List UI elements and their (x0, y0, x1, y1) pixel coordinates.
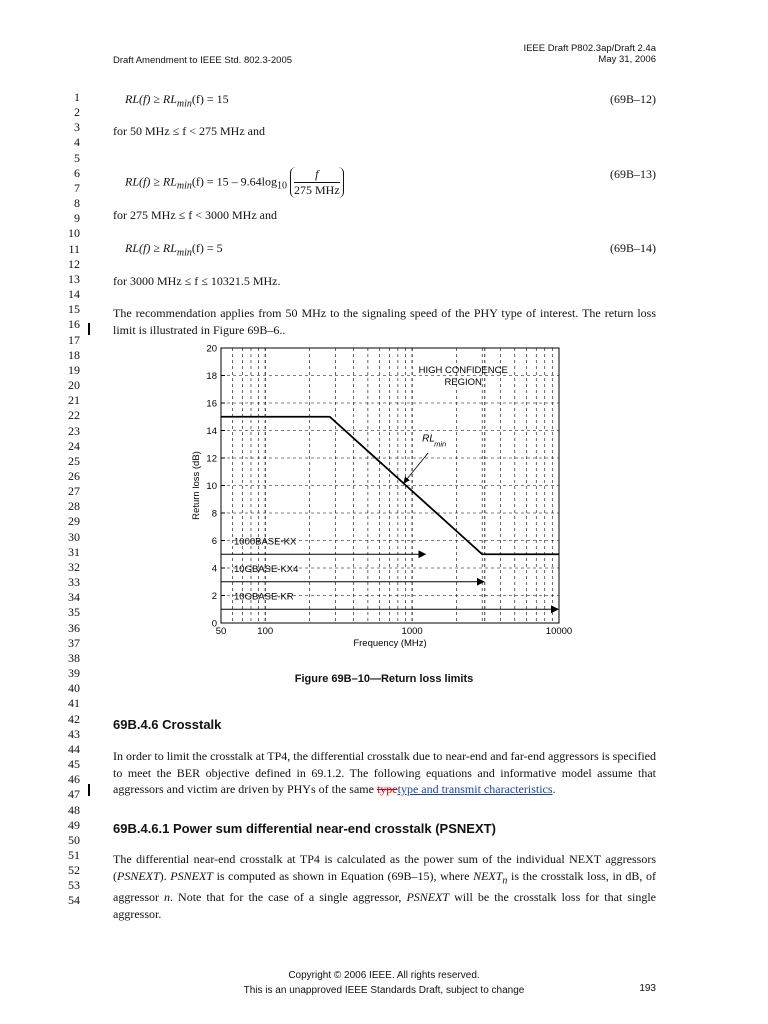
line-number: 19 (68, 362, 80, 377)
header-date: May 31, 2006 (598, 54, 656, 65)
line-number: 3 (74, 120, 80, 135)
x-tick-label: 100 (257, 626, 274, 637)
y-tick-label: 0 (211, 618, 217, 630)
return-loss-chart (180, 338, 580, 658)
line-number: 10 (68, 226, 80, 241)
phy-range-label: 1000BASE-KX (234, 536, 297, 548)
rlmin-label: RL (422, 433, 435, 445)
y-tick-label: 4 (211, 563, 217, 575)
y-tick-label: 14 (206, 426, 217, 437)
line-number: 18 (68, 347, 80, 362)
line-number: 20 (68, 378, 80, 393)
line-number: 37 (68, 635, 80, 650)
line-number: 45 (68, 757, 80, 772)
y-tick-label: 16 (206, 398, 217, 410)
line-number: 38 (68, 650, 80, 665)
deleted-text: type (376, 782, 398, 796)
region-label: REGION (444, 377, 482, 388)
x-tick-label: 1000 (401, 626, 423, 637)
y-axis-label: Return loss (dB) (191, 451, 202, 520)
line-number: 6 (74, 165, 80, 180)
subsection-heading: 69B.4.6.1 Power sum differential near-end crosstalk (PSNEXT) (113, 821, 496, 836)
line-number: 42 (68, 711, 80, 726)
phy-range-label: 10GBASE-KR (234, 591, 294, 603)
header-draft: IEEE Draft P802.3ap/Draft 2.4a (523, 43, 656, 54)
line-number: 43 (68, 726, 80, 741)
rlmin-label-sub: min (434, 439, 447, 449)
line-number: 35 (68, 605, 80, 620)
equation-number: (69B–13) (610, 167, 656, 181)
change-bar (88, 323, 90, 335)
line-number: 8 (74, 196, 80, 211)
equation-69b-12: $RL(f) \ge RL_{min}(f) = 15$ (125, 92, 229, 110)
line-number: 1 (74, 90, 80, 104)
line-number: 14 (68, 287, 80, 302)
line-number: 52 (68, 863, 80, 878)
line-number: 41 (68, 696, 80, 711)
condition-text: for 3000 MHz ≤ f ≤ 10321.5 MHz. (113, 274, 281, 288)
x-axis-label: Frequency (MHz) (353, 638, 427, 649)
line-number: 30 (68, 529, 80, 544)
y-tick-label: 20 (206, 343, 217, 355)
line-number: 47 (68, 787, 80, 802)
line-number: 11 (68, 241, 80, 256)
paragraph-psnext: The differential near-end crosstalk at TP4 is calculated as the power sum of the individual NEXT aggressors (PSNEXT). PSNEXT is computed as shown in Equation (69B–15), where $NEXT_n$ is the crosstalk loss, in dB, of aggressor n. Note that for the case of a single aggressor, PSNEXT will be the crosstalk loss for that single aggressor. (113, 852, 656, 921)
x-tick-label: 50 (215, 626, 227, 637)
condition-text: for 50 MHz ≤ f < 275 MHz and (113, 124, 265, 138)
line-number: 36 (68, 620, 80, 635)
y-tick-label: 6 (211, 536, 217, 547)
line-number: 28 (68, 499, 80, 514)
line-number: 15 (68, 302, 80, 317)
header-left: Draft Amendment to IEEE Std. 802.3-2005 (113, 55, 293, 66)
line-number: 48 (68, 802, 80, 817)
line-number: 24 (68, 438, 80, 453)
line-number: 4 (74, 135, 80, 150)
inserted-text-link[interactable]: type and transmit characteristics (397, 782, 553, 796)
line-number: 54 (68, 893, 80, 908)
line-number: 2 (74, 105, 80, 120)
section-heading: 69B.4.6 Crosstalk (113, 717, 222, 732)
line-number: 9 (74, 211, 80, 226)
line-number: 46 (68, 772, 80, 787)
equation-69b-13: $RL(f) \ge RL_{min}(f) = 15 - 9.64\log_{10}$ f 275 MHz (125, 167, 344, 198)
equation-number: (69B–14) (610, 241, 656, 255)
line-number: 34 (68, 590, 80, 605)
region-label: HIGH CONFIDENCE (418, 365, 508, 376)
figure-caption: Figure 69B–10—Return loss limits (294, 673, 474, 685)
paragraph-intro: The recommendation applies from 50 MHz to the signaling speed of the PHY type of interest. The return loss limit is illustrated in Figure 69B–6.. (113, 306, 656, 337)
y-tick-label: 18 (206, 371, 217, 382)
header-right (523, 43, 656, 65)
y-tick-label: 2 (211, 591, 217, 602)
draft-notice: This is an unapproved IEEE Standards Draft, subject to change (243, 985, 525, 996)
line-number: 16 (68, 317, 80, 332)
change-bar (88, 784, 90, 796)
line-number: 32 (68, 559, 80, 574)
line-number: 29 (68, 514, 80, 529)
line-number: 25 (68, 453, 80, 468)
rlmin-leader (404, 453, 428, 483)
line-number: 33 (68, 575, 80, 590)
line-number: 17 (68, 332, 80, 347)
page-number: 193 (639, 983, 656, 994)
line-number: 51 (68, 848, 80, 862)
x-tick-label: 10000 (545, 626, 573, 637)
line-number: 22 (68, 408, 80, 423)
line-number: 21 (68, 393, 80, 408)
condition-text: for 275 MHz ≤ f < 3000 MHz and (113, 208, 277, 222)
paragraph-crosstalk: In order to limit the crosstalk at TP4, the differential crosstalk due to near-end and far-end aggressors is specified to meet the BER objective defined in 69.1.2. The following equations and informative model assume that aggressors and victim are driven by PHYs of the same typetype and transmit characteristics. (113, 749, 656, 796)
line-number: 31 (68, 544, 80, 559)
line-number: 5 (74, 150, 80, 165)
line-number: 23 (68, 423, 80, 438)
line-number: 12 (68, 256, 80, 271)
line-number: 40 (68, 681, 80, 696)
line-number: 44 (68, 741, 80, 756)
y-tick-label: 10 (206, 481, 217, 492)
line-number: 50 (68, 832, 80, 847)
line-number: 7 (74, 180, 80, 195)
equation-69b-14: $RL(f) \ge RL_{min}(f) = 5$ (125, 241, 223, 259)
line-number: 53 (68, 878, 80, 893)
line-number: 13 (68, 271, 80, 286)
line-number: 39 (68, 666, 80, 681)
y-tick-label: 8 (211, 508, 217, 520)
line-number: 26 (68, 469, 80, 483)
line-number: 27 (68, 484, 80, 499)
line-number: 49 (68, 817, 80, 832)
equation-number: (69B–12) (610, 92, 656, 106)
phy-range-label: 10GBASE-KX4 (234, 564, 299, 575)
copyright: Copyright © 2006 IEEE. All rights reserved. (288, 970, 480, 981)
y-tick-label: 12 (206, 453, 217, 465)
